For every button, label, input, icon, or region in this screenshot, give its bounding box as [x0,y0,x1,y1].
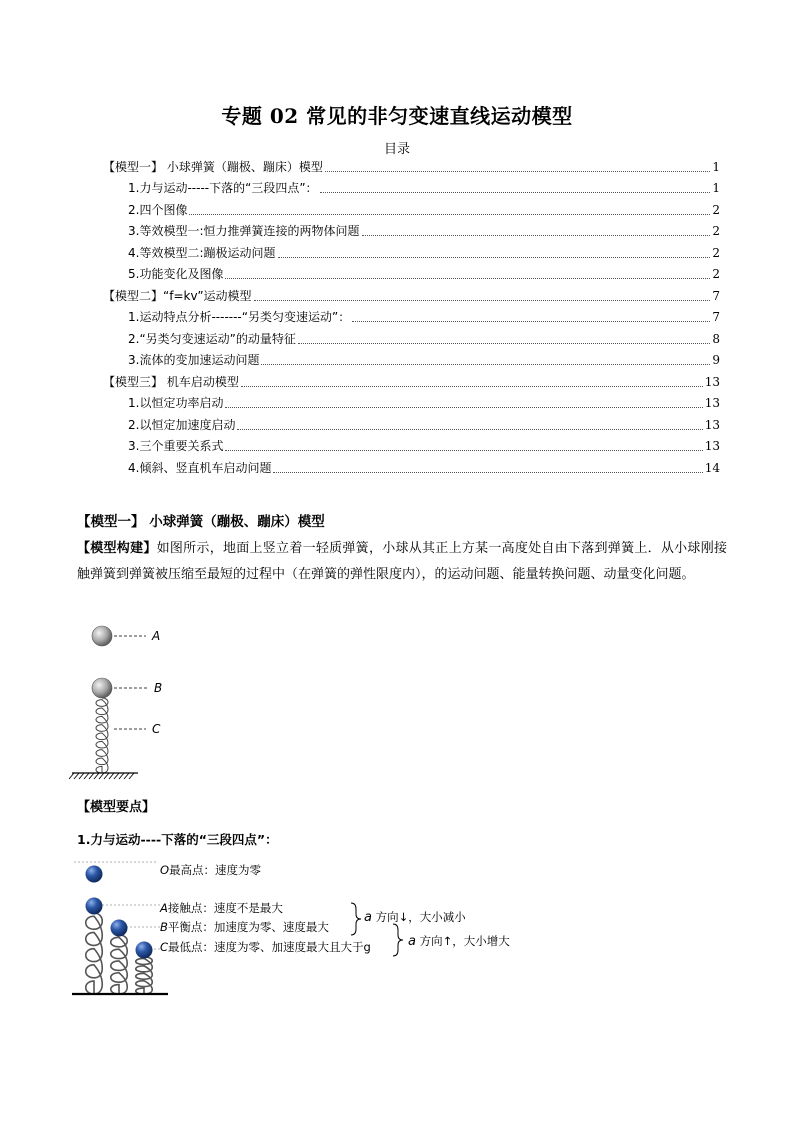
ball-b [111,920,128,937]
toc-entry-label: 3.等效模型一:恒力推弹簧连接的两物体问题 [128,224,360,238]
toc-dot-leader [225,407,702,408]
toc-entry-label: 3.流体的变加速运动问题 [128,353,260,367]
toc-entry-label: 2.以恒定加速度启动 [128,418,236,432]
paragraph-body: 如图所示，地面上竖立着一轻质弹簧，小球从其正上方某一高度处自由下落到弹簧上．从小球刚接触弹簧到弹簧被压缩至最短的过程中（在弹簧的弹性限度内），的运动问题、能量转换问题、动量变化问题。 [77,541,727,582]
toc-entry[interactable] [128,266,720,282]
toc-entry[interactable] [128,331,720,347]
brace2-a: a [408,934,416,949]
toc-entry-label: 4.倾斜、竖直机车启动问题 [128,461,272,475]
toc-dot-leader [273,472,702,473]
spring-coil [111,935,128,994]
toc-dot-leader [298,343,710,344]
toc-entry-label: 3.三个重要关系式 [128,439,224,453]
toc-entry-label: 2.“另类匀变速运动”的动量特征 [128,332,296,346]
toc-entry-page: 2 [712,267,720,281]
svg-text:a 方向↓，大小减小 [364,910,466,925]
toc-dot-leader [254,300,711,301]
svg-text:A接触点：速度不是最大 [159,901,283,915]
toc-entry[interactable] [128,395,720,411]
toc-dot-leader [352,321,710,322]
toc-entry[interactable] [128,460,720,476]
spring-coil [96,698,108,773]
toc-entry-label: 【模型一】 小球弹簧（蹦极、蹦床）模型 [103,160,323,174]
label-c: C [152,722,161,736]
toc-entry[interactable] [103,374,720,390]
point-b-letter: B [160,920,168,934]
toc-entry-page: 2 [712,246,720,260]
toc-entry-page: 7 [712,310,720,324]
toc-entry[interactable] [128,438,720,454]
toc-dot-leader [320,192,711,193]
point-c-letter: C [160,940,169,954]
toc-entry[interactable] [128,245,720,261]
ground-hatching [69,773,134,779]
toc-entry-page: 13 [704,396,720,410]
brace2-text: 方向↑，大小增大 [415,934,510,948]
paragraph-lead: 【模型构建】 [77,541,157,556]
toc-heading: 目录 [383,142,410,157]
toc-entry-page: 8 [712,332,720,346]
toc-entry-page: 2 [712,224,720,238]
spring-coil [86,913,103,994]
toc-entry-label: 1.运动特点分析-------“另类匀变速运动”： [128,310,351,324]
toc-entry-label: 1.力与运动-----下落的“三段四点”： [128,181,318,195]
svg-text:B平衡点：加速度为零、速度最大 [160,920,329,934]
brace-1 [351,903,361,935]
point-c-text: 最低点：速度为零、加速度最大且大于g [168,940,371,954]
toc-entry-label: 1.以恒定功率启动 [128,396,224,410]
svg-text:C最低点：速度为零、加速度最大且大于g [160,940,371,954]
spring [96,698,108,773]
toc-entry-page: 14 [704,461,720,475]
label-a: A [152,629,161,643]
point-o-letter: O [160,863,170,877]
toc-entry-label: 【模型二】“f=kv”运动模型 [103,289,252,303]
toc-entry[interactable] [128,309,720,325]
toc-dot-leader [225,450,702,451]
label-b: B [154,681,163,695]
toc-entry[interactable] [128,202,720,218]
toc-entry-page: 9 [712,353,720,367]
point-b-text: 平衡点：加速度为零、速度最大 [167,920,329,934]
toc-entry-label: 【模型三】 机车启动模型 [103,375,239,389]
toc-entry[interactable] [128,352,720,368]
toc-entry[interactable] [103,159,720,175]
toc-dot-leader [237,429,702,430]
toc-entry-page: 7 [712,289,720,303]
svg-text:a 方向↑，大小增大 [408,934,510,949]
ball-c [136,942,153,959]
point-a-letter: A [160,901,168,915]
brace1-text: 方向↓，大小减小 [371,910,466,924]
toc-dot-leader [225,278,710,279]
toc-dot-leader [241,386,703,387]
svg-text:O最高点：速度为零 [160,863,262,877]
point-o-text: 最高点：速度为零 [169,863,262,877]
brace-2 [393,924,403,956]
toc-dot-leader [325,171,711,172]
page-title: 专题 02 常见的非匀变速直线运动模型 [221,104,573,128]
spring-coil [136,957,153,994]
toc-entry-page: 1 [712,181,720,195]
toc-entry-page: 13 [704,375,720,389]
model-points-heading: 【模型要点】 [77,800,156,815]
model-construction-paragraph [77,536,727,588]
toc-entry[interactable] [128,223,720,239]
toc-dot-leader [278,257,711,258]
toc-entry-label: 5.功能变化及图像 [128,267,224,281]
toc-entry-page: 2 [712,203,720,217]
ball-b [92,678,112,698]
section-title: 【模型一】 小球弹簧（蹦极、蹦床）模型 [77,514,325,530]
toc-entry[interactable] [103,288,720,304]
brace1-a: a [364,910,372,925]
toc-entry-label: 2.四个图像 [128,203,188,217]
toc-entry[interactable] [128,180,720,196]
ball-o [86,866,103,883]
toc-dot-leader [362,235,711,236]
toc-entry[interactable] [128,417,720,433]
toc-dot-leader [261,364,710,365]
toc-entry-label: 4.等效模型二:蹦极运动问题 [128,246,276,260]
ball-a [92,626,112,646]
toc-entry-page: 13 [704,418,720,432]
toc-entry-page: 13 [704,439,720,453]
three-phase-four-point-figure [68,855,528,1005]
spring-ball-figure [68,618,208,788]
toc-entry-page: 1 [712,160,720,174]
force-motion-heading: 1.力与运动----下落的“三段四点”： [77,832,278,847]
ball-a [86,898,103,915]
toc-dot-leader [189,214,710,215]
point-a-text: 接触点：速度不是最大 [167,901,283,915]
